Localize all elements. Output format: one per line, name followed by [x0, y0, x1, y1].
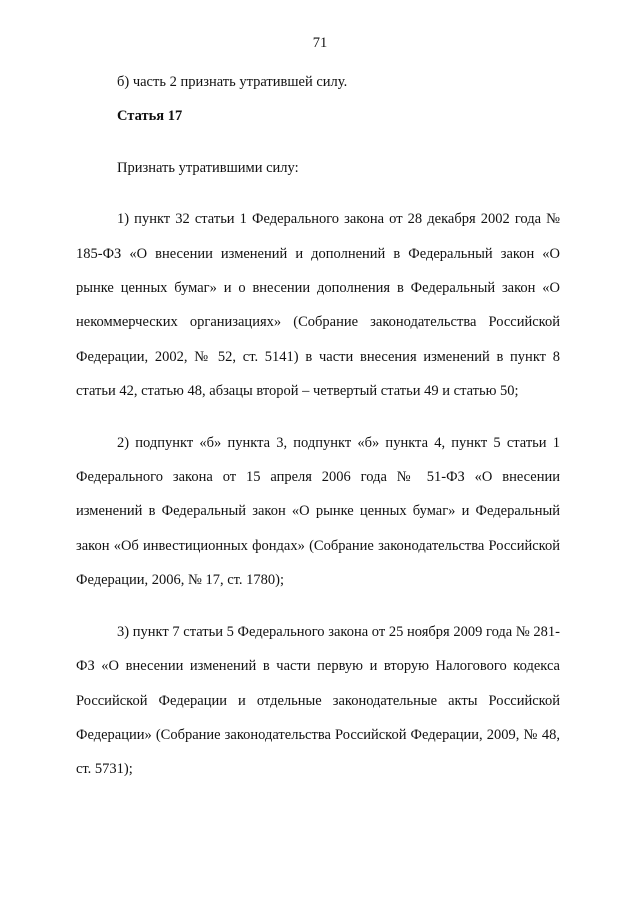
list-item-2: 2) подпункт «б» пункта 3, подпункт «б» пункта 4, пункт 5 статьи 1 Федерального закона от 15 апреля 2006 года № 51-ФЗ «О внесении изменений в Федеральный закон «О рынке ценных бумаг» и Федеральный закон «Об инвестиционных фондах» (Собрание законодательства Российской Федерации, 2006, № 17, ст. 1780); [76, 434, 560, 589]
article-heading: Статья 17 [117, 108, 183, 125]
clause-b-paragraph: б) часть 2 признать утратившей силу. [117, 74, 348, 90]
page-number: 71 [312, 35, 328, 51]
intro-paragraph: Признать утратившими силу: [117, 159, 299, 176]
list-item-1: 1) пункт 32 статьи 1 Федерального закона от 28 декабря 2002 года № 185-ФЗ «О внесении изменений и дополнений в Федеральный закон «О рынке ценных бумаг» и о внесении дополнения в Федеральный закон «О некоммерческих организациях» (Собрание законодательства Российской Федерации, 2002, № 52, ст. 5141) в части внесения изменений в пункт 8 статьи 42, статью 48, абзацы второй – четвертый статьи 49 и статью 50; [76, 211, 560, 400]
list-item-3: 3) пункт 7 статьи 5 Федерального закона от 25 ноября 2009 года № 281-ФЗ «О внесении изменений в части первую и вторую Налогового кодекса Российской Федерации и отдельные законодательные акты Российской Федерации» (Собрание законодательства Российской Федерации, 2009, № 48, ст. 5731); [76, 623, 560, 778]
document-body [76, 65, 560, 787]
